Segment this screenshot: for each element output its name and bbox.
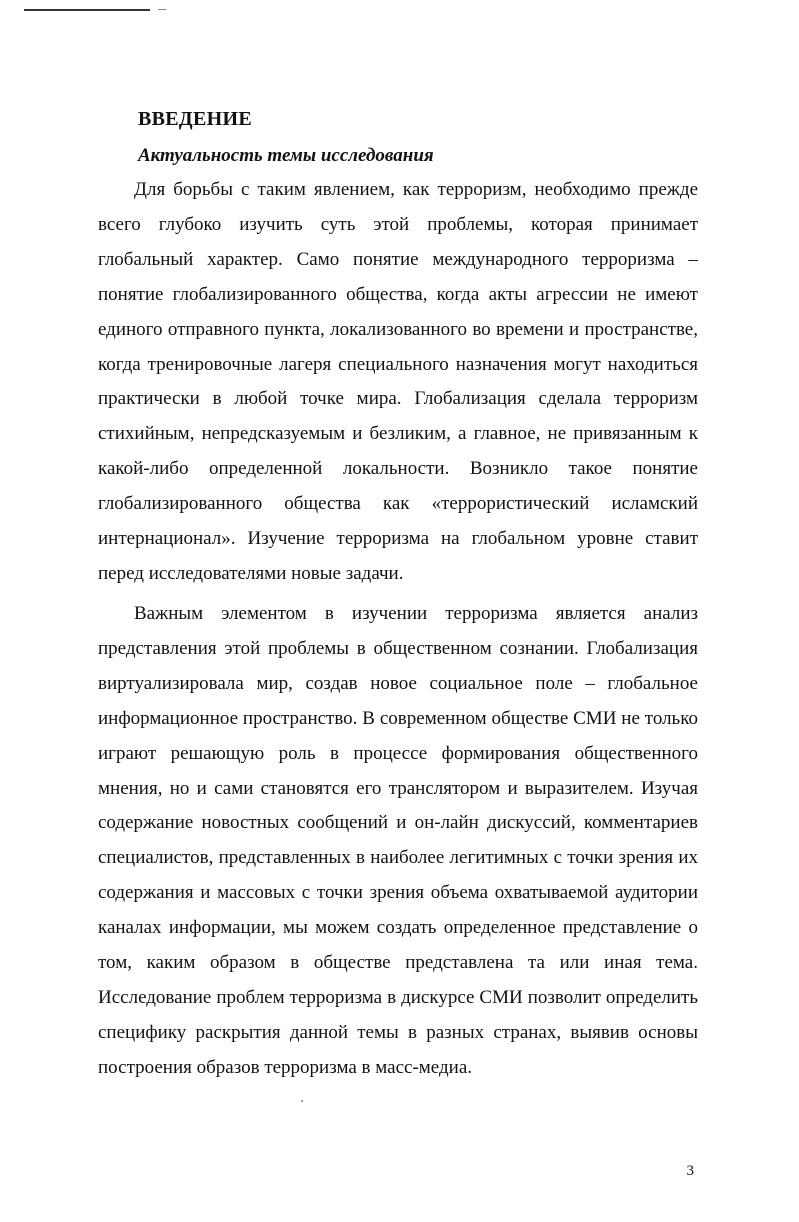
section-subheading: Актуальность темы исследования [138, 145, 434, 166]
top-rule-divider [24, 9, 150, 11]
top-rule-fragment [158, 9, 166, 10]
section-heading: ВВЕДЕНИЕ [138, 108, 252, 130]
scan-speck [301, 1100, 303, 1102]
page-number: 3 [686, 1163, 694, 1179]
paragraph-2: Важным элементом в изучении терроризма является анализ представления этой проблемы в общественном сознании. Глобализация виртуализировала мир, создав новое социальное поле – глобальное информационное пространство. В современном обществе СМИ не только играют решающую роль в процессе формирования общественного мнения, но и сами становятся его транслятором и выразителем. Изучая содержание новостных сообщений и он-лайн дискуссий, комментариев специалистов, представленных в наиболее легитимных с точки зрения их содержания и массовых с точки зрения объема охватываемой аудитории каналах информации, мы можем создать определенное представление о том, каким образом в обществе представлена та или иная тема. Исследование проблем терроризма в дискурсе СМИ позволит определить специфику раскрытия данной темы в разных странах, выявив основы построения образов терроризма в масс-медиа. [98, 603, 698, 1078]
paragraph-1: Для борьбы с таким явлением, как терроризм, необходимо прежде всего глубоко изучить суть этой проблемы, которая принимает глобальный характер. Само понятие международного терроризма – понятие глобализированного общества, когда акты агрессии не имеют единого отправного пункта, локализованного во времени и пространстве, когда тренировочные лагеря специального назначения могут находиться практически в любой точке мира. Глобализация сделала терроризм стихийным, непредсказуемым и безликим, а главное, не привязанным к какой-либо определенной локальности. Возникло такое понятие глобализированного общества как «террористический исламский интернационал». Изучение терроризма на глобальном уровне ставит перед исследователями новые задачи. [98, 179, 698, 584]
